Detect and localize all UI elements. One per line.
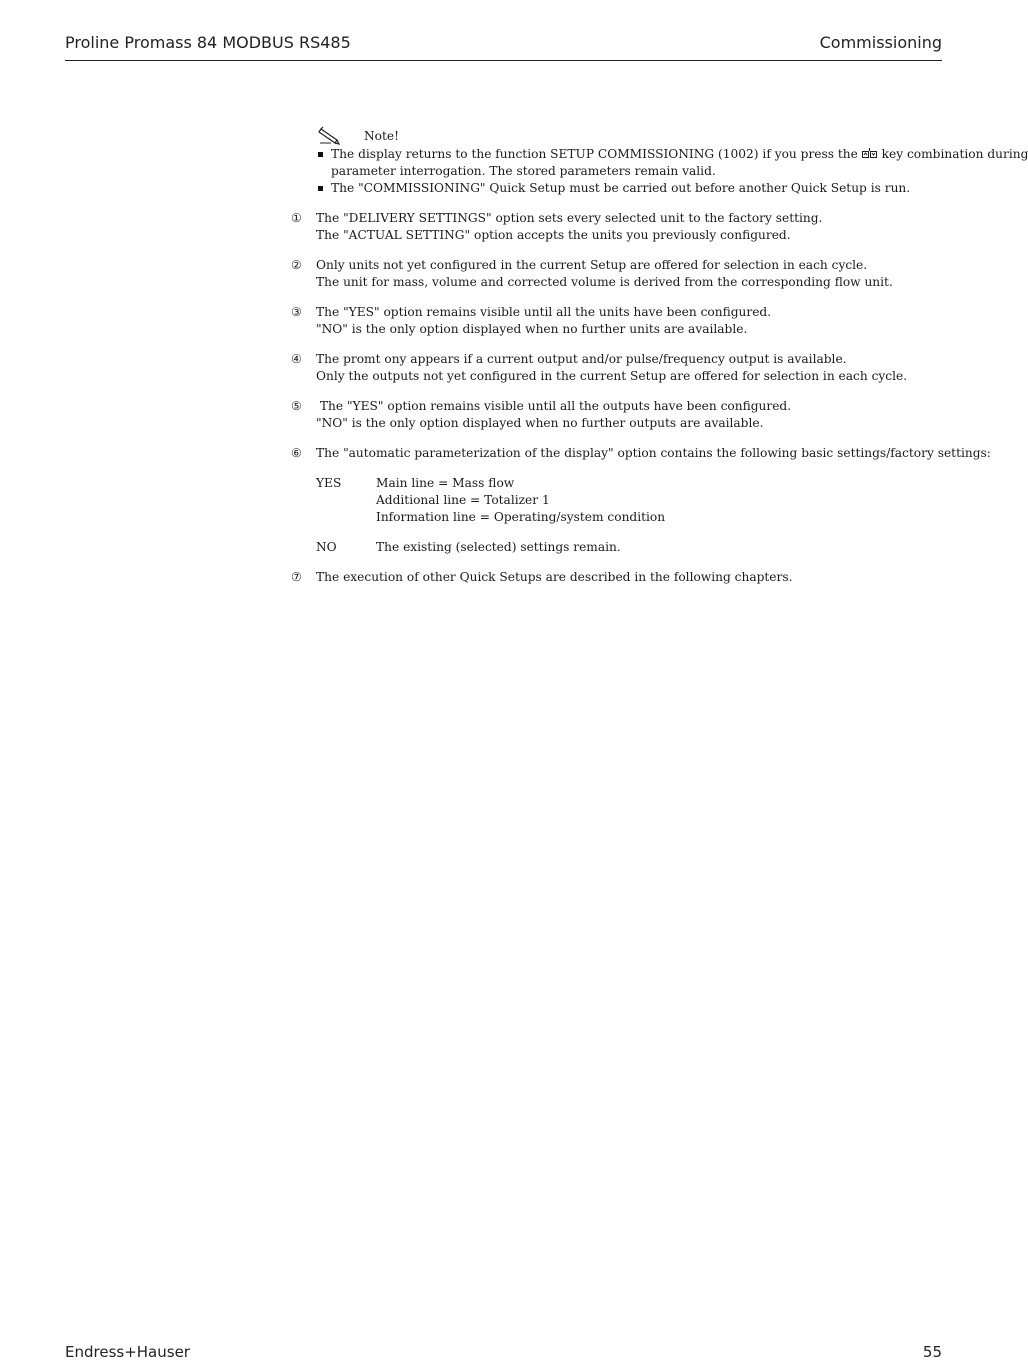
bullet-marker (318, 186, 323, 191)
item-line: The "ACTUAL SETTING" option accepts the units you previously configured. (316, 228, 791, 242)
section-title: Commissioning (819, 33, 942, 52)
key-combination-icon (862, 148, 878, 159)
page-header (65, 30, 942, 61)
list-item (291, 210, 946, 244)
option-line: Additional line = Totalizer 1 (376, 493, 550, 507)
option-no (316, 539, 946, 556)
note-bullet-line (331, 146, 1028, 163)
item-number: ① (291, 211, 302, 225)
note-bullet (317, 146, 1028, 180)
note-bullet (317, 180, 946, 197)
company-name: Endress+Hauser (65, 1343, 190, 1361)
note-header (317, 126, 946, 146)
item-line: The promt ony appears if a current output and/or pulse/frequency output is available. (316, 352, 847, 366)
document-title: Proline Promass 84 MODBUS RS485 (65, 33, 351, 52)
list-item (291, 569, 946, 586)
note-bullet-line: parameter interrogation. The stored parameters remain valid. (331, 164, 716, 178)
note-label: Note! (364, 129, 400, 143)
note-text: The display returns to the function SETUP COMMISSIONING (1002) if you press the (331, 147, 858, 161)
bullet-marker (318, 152, 323, 157)
option-line: The existing (selected) settings remain. (376, 540, 621, 554)
list-item (291, 257, 946, 291)
item-number: ④ (291, 352, 302, 366)
note-block (317, 126, 1028, 197)
page-number: 55 (922, 1343, 942, 1361)
item-line: The unit for mass, volume and corrected volume is derived from the corresponding flow unit. (316, 275, 893, 289)
item-number: ⑤ (291, 399, 302, 413)
note-text: key combination during (881, 147, 1028, 161)
item-line: Only the outputs not yet configured in the current Setup are offered for selection in each cycle. (316, 369, 908, 383)
option-key: NO (316, 540, 337, 554)
list-item (291, 351, 946, 385)
item-number: ⑦ (291, 570, 302, 584)
option-yes (316, 475, 946, 526)
option-line: Main line = Mass flow (376, 476, 515, 490)
item-number: ② (291, 258, 302, 272)
option-line: Information line = Operating/system condition (376, 510, 666, 524)
list-item (291, 398, 946, 432)
item-line: The "DELIVERY SETTINGS" option sets every selected unit to the factory setting. (316, 211, 823, 225)
item-line: "NO" is the only option displayed when no further outputs are available. (316, 416, 764, 430)
option-key: YES (316, 476, 342, 490)
item-line: The "YES" option remains visible until all the units have been configured. (316, 305, 772, 319)
pencil-note-icon (317, 126, 345, 146)
list-item (291, 445, 991, 556)
item-number: ③ (291, 305, 302, 319)
item-line: The "YES" option remains visible until all the outputs have been configured. (316, 399, 792, 413)
item-line: The execution of other Quick Setups are described in the following chapters. (316, 570, 793, 584)
main-content (291, 126, 1028, 599)
item-line: Only units not yet configured in the current Setup are offered for selection in each cycle. (316, 258, 868, 272)
item-number: ⑥ (291, 446, 302, 460)
option-values (376, 475, 665, 526)
item-line: "NO" is the only option displayed when no further units are available. (316, 322, 748, 336)
list-item (291, 304, 946, 338)
item-line: The "automatic parameterization of the display" option contains the following basic settings/factory settings: (316, 446, 991, 460)
note-bullet-line: The "COMMISSIONING" Quick Setup must be carried out before another Quick Setup is run. (331, 181, 911, 195)
